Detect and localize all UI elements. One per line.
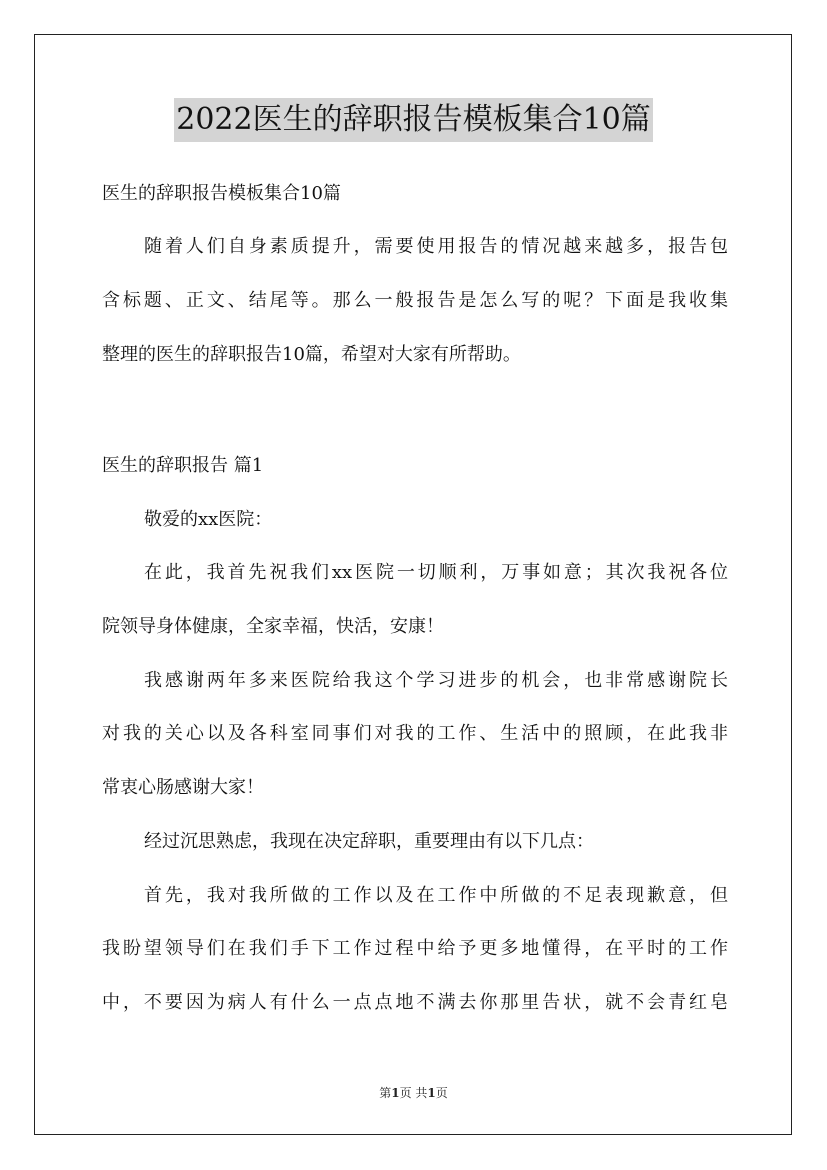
footer-page-suffix: 页 (435, 1086, 448, 1100)
page-footer (0, 1084, 827, 1101)
paragraph-4-line-3: 中，不要因为病人有什么一点点地不满去你那里告状，就不会青红皂 (102, 992, 728, 1013)
document-subtitle: 医生的辞职报告模板集合10篇 (102, 183, 341, 204)
salutation: 敬爱的xx医院： (144, 509, 273, 530)
intro-line-3: 整理的医生的辞职报告10篇，希望对大家有所帮助。 (102, 344, 521, 365)
intro-line-2: 含标题、正文、结尾等。那么一般报告是怎么写的呢？下面是我收集 (102, 290, 728, 311)
paragraph-1-line-2: 院领导身体健康，全家幸福，快活，安康！ (102, 616, 444, 637)
paragraph-2-line-2: 对我的关心以及各科室同事们对我的工作、生活中的照顾，在此我非 (102, 723, 728, 744)
paragraph-4-line-2: 我盼望领导们在我们手下工作过程中给予更多地懂得，在平时的工作 (102, 938, 728, 959)
paragraph-2-line-3: 常衷心肠感谢大家！ (102, 777, 264, 798)
paragraph-4-line-1: 首先，我对我所做的工作以及在工作中所做的不足表现歉意，但 (144, 885, 728, 906)
title-container (0, 98, 827, 142)
footer-total-pages: 1 (427, 1086, 436, 1100)
intro-line-1: 随着人们自身素质提升，需要使用报告的情况越来越多，报告包 (144, 236, 728, 257)
paragraph-3-line-1: 经过沉思熟虑，我现在决定辞职，重要理由有以下几点： (144, 831, 594, 852)
footer-page-number: 1 (391, 1086, 400, 1100)
document-title: 2022医生的辞职报告模板集合10篇 (174, 98, 653, 142)
footer-page-mid: 页 共 (399, 1086, 428, 1100)
paragraph-2-line-1: 我感谢两年多来医院给我这个学习进步的机会，也非常感谢院长 (144, 670, 728, 691)
footer-page-prefix: 第 (379, 1086, 392, 1100)
section-heading: 医生的辞职报告 篇1 (102, 455, 264, 476)
paragraph-1-line-1: 在此，我首先祝我们xx医院一切顺利，万事如意；其次我祝各位 (144, 562, 728, 583)
